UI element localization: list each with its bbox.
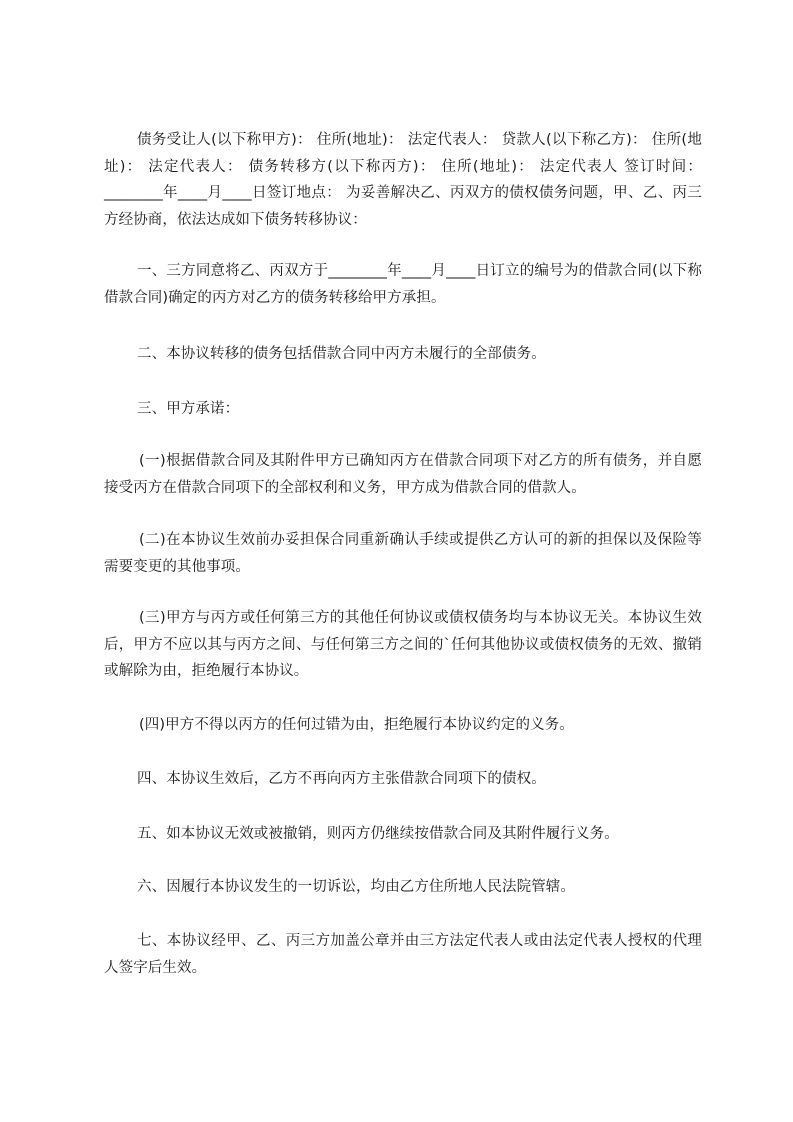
preamble-paragraph: 债务受让人(以下称甲方)： 住所(地址)： 法定代表人： 贷款人(以下称乙方)： 住所(地址)： 法定代表人： 债务转移方(以下称丙方)： 住所(地址)： 法定代表人 签订时间：________年____月____日签订地点： 为妥善解决乙、丙双方的债权债务问题，甲、乙、丙三方经协商，依法达成如下债务转移协议： [104, 132, 702, 228]
clause-6-paragraph: 六、因履行本协议发生的一切诉讼，均由乙方住所地人民法院管辖。 [137, 879, 575, 895]
clause-1-paragraph: 一、三方同意将乙、丙双方于________年____月____日订立的编号为的借款合同(以下称借款合同)确定的丙方对乙方的债务转移给甲方承担。 [104, 263, 702, 306]
clause-3-heading: 三、甲方承诺： [137, 401, 240, 417]
clause-7-paragraph: 七、本协议经甲、乙、丙三方加盖公章并由三方法定代表人或由法定代表人授权的代理人签字后生效。 [104, 933, 702, 976]
clause-3-item-2: (二)在本协议生效前办妥担保合同重新确认手续或提供乙方认可的新的担保以及保险等需要变更的其他事项。 [104, 532, 702, 575]
clause-3-item-3: (三)甲方与丙方或任何第三方的其他任何协议或债权债务均与本协议无关。本协议生效后，甲方不应以其与丙方之间、与任何第三方之间的`任何其他协议或债权债务的无效、撤销或解除为由，拒绝履行本协议。 [104, 610, 702, 679]
clause-3-item-4: (四)甲方不得以丙方的任何过错为由，拒绝履行本协议约定的义务。 [139, 717, 574, 733]
clause-4-paragraph: 四、本协议生效后，乙方不再向丙方主张借款合同项下的债权。 [137, 771, 546, 787]
clause-2-paragraph: 二、本协议转移的债务包括借款合同中丙方未履行的全部债务。 [137, 346, 546, 362]
clause-3-item-1: (一)根据借款合同及其附件甲方已确知丙方在借款合同项下对乙方的所有债务，并自愿接受丙方在借款合同项下的全部权利和义务，甲方成为借款合同的借款人。 [104, 453, 702, 496]
clause-5-paragraph: 五、如本协议无效或被撤销，则丙方仍继续按借款合同及其附件履行义务。 [137, 826, 619, 842]
